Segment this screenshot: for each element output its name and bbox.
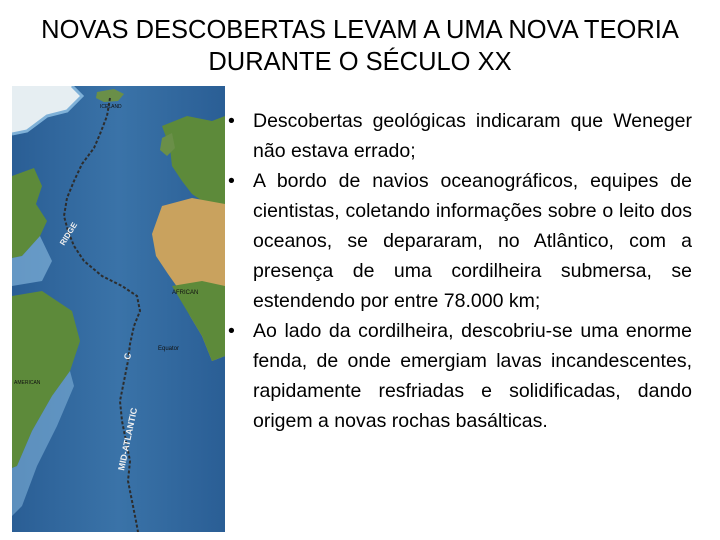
slide-title-line-2: DURANTE O SÉCULO XX [208,48,512,76]
atlantic-ridge-map [12,86,225,532]
map-label-ridge: RIDGE [58,220,80,248]
map-label-african: AFRICAN [172,290,199,296]
map-label-iceland: ICELAND [100,104,122,110]
slide-title [0,14,720,78]
bullet-text: Ao lado da cordilheira, descobriu-se uma enorme fenda, de onde emergiam lavas incandescentes, rapidamente resfriadas e solidificadas, dando origem a novas rochas basálticas. [253,320,692,432]
bullet-list [228,106,692,436]
bullet-text: Descobertas geológicas indicaram que Weneger não estava errado; [253,110,692,162]
map-label-mid-atlantic: MID-ATLANTIC [116,406,140,472]
map-label-american: AMERICAN [14,380,41,386]
slide-title-line-1: NOVAS DESCOBERTAS LEVAM A UMA NOVA TEORIA [41,16,679,44]
bullet-item [228,316,692,436]
map-label-equator: Equator [158,346,180,352]
bullet-marker: • [228,110,235,132]
bullet-marker: • [228,320,235,342]
bullet-marker: • [228,170,235,192]
bullet-item [228,106,692,166]
map-label-c: C [122,352,134,361]
bullet-item [228,166,692,316]
bullet-text: A bordo de navios oceanográficos, equipes de cientistas, coletando informações sobre o leito dos oceanos, se depararam, no Atlântico, com a presença de uma cordilheira submersa, se estendendo por entre 78.000 km; [253,170,692,312]
